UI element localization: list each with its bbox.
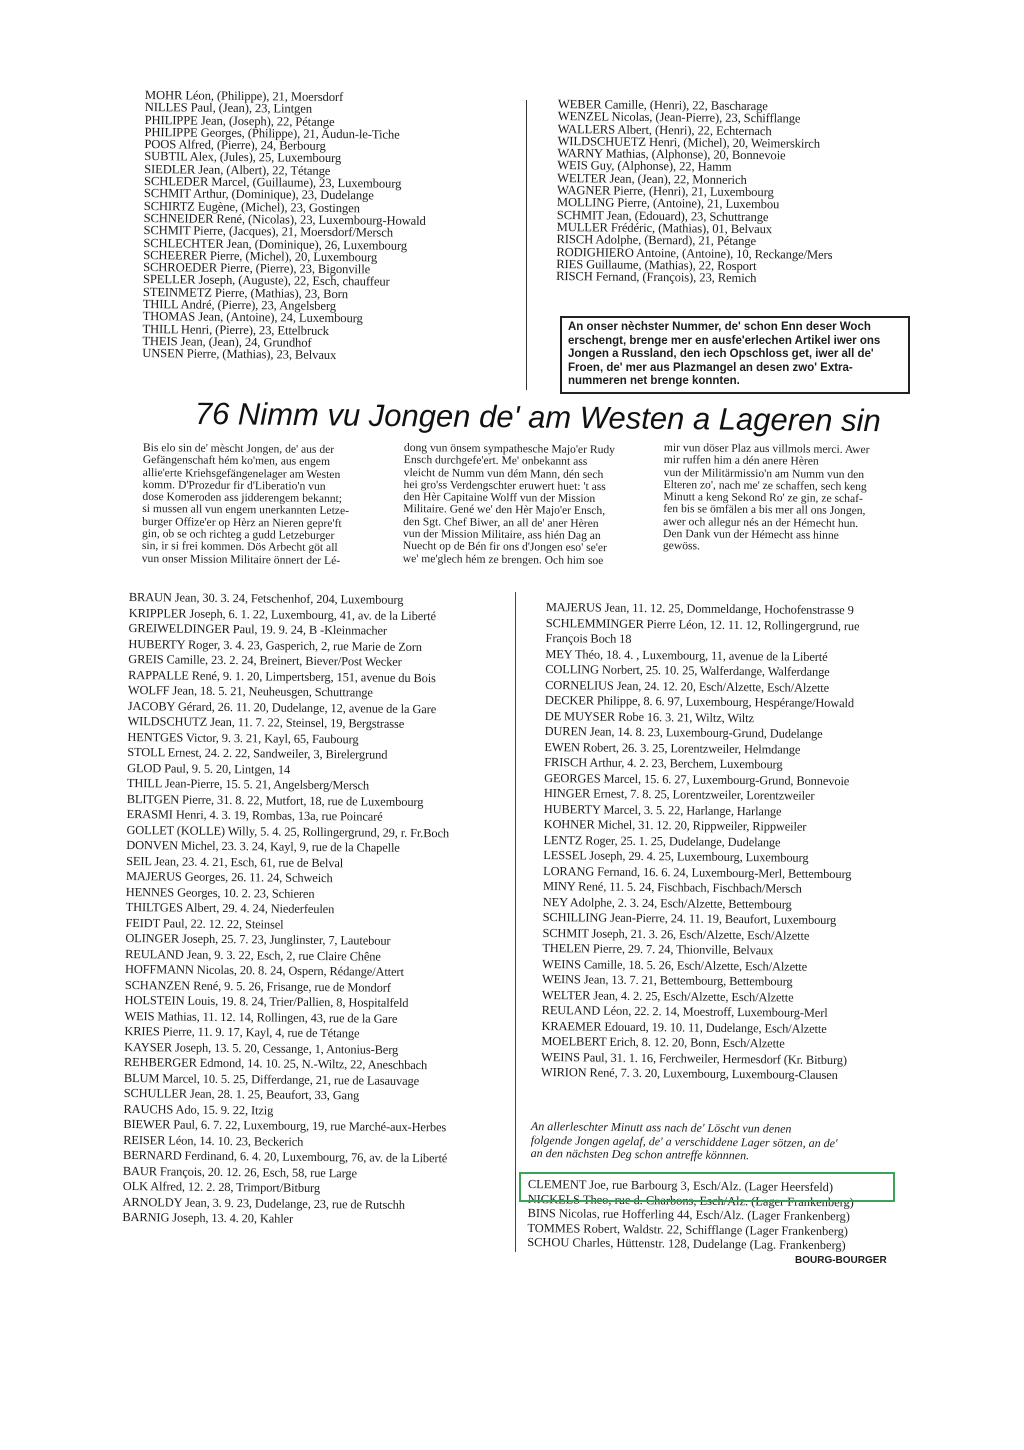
list-item: WEIS Mathias, 11. 12. 14, Rollingen, 43, rue de la Gare — [124, 1008, 398, 1026]
list-item: THEIS Jean, (Jean), 24, Grundhof — [142, 333, 312, 350]
list-item: WARNY Mathias, (Alphonse), 20, Bonnevoie — [557, 146, 786, 163]
list-item: SCHNEIDER René, (Nicolas), 23, Luxembourg-Howald — [143, 210, 426, 228]
list-item: BAUR François, 20. 12. 26, Esch, 58, rue Large — [122, 1163, 357, 1180]
list-item: SEIL Jean, 23. 4. 21, Esch, 61, rue de Belval — [126, 853, 344, 870]
list-item: OLINGER Joseph, 25. 7. 23, Junglinster, 7, Lautebour — [125, 930, 391, 948]
intro-line: burger Offize'er op Hèrz an Nieren gepre'ft — [142, 514, 342, 530]
list-item: KRAEMER Edouard, 19. 10. 11, Dudelange, Esch/Alzette — [541, 1018, 827, 1036]
list-item: OLK Alfred, 12. 2. 28, Trimport/Bitburg — [122, 1178, 321, 1196]
list-item: SCHROEDER Pierre, (Pierre), 23, Bigonville — [143, 260, 371, 277]
list-item: WEBER Camille, (Henri), 22, Bascharage — [557, 97, 768, 114]
intro-line: mir ruffen him a dén anere Hèren — [663, 453, 819, 468]
note-line: An allerleschter Minutt ass nach de' Löscht vun denen — [530, 1119, 792, 1136]
list-item: REULAND Jean, 9. 3. 22, Esch, 2, rue Claire Chêne — [125, 946, 381, 964]
list-item: MAJERUS Jean, 11. 12. 25, Dommeldange, Hochofenstrasse 9 — [545, 600, 854, 618]
list-item: EWEN Robert, 26. 3. 25, Lorentzweiler, Helmdange — [544, 739, 801, 757]
list-item: SPELLER Joseph, (Auguste), 22, Esch, chauffeur — [142, 272, 390, 290]
notice-line: An onser nèchster Nummer, de' schon Enn deser Woch — [568, 321, 871, 333]
list-item: SCHMIT Arthur, (Dominique), 23, Dudelange — [143, 186, 374, 203]
list-item: SCHILLING Jean-Pierre, 24. 11. 19, Beaufort, Luxembourg — [542, 909, 837, 928]
list-item: THILL Henri, (Pierre), 23, Ettelbruck — [142, 321, 329, 338]
intro-line: mir vun döser Plaz aus villmols merci. Awer — [663, 441, 870, 457]
list-item: HUBERTY Marcel, 3. 5. 22, Harlange, Harlange — [543, 801, 782, 818]
list-item: GREIS Camille, 23. 2. 24, Breinert, Biever/Post Wecker — [128, 651, 402, 669]
list-item: POOS Alfred, (Pierre), 24, Berbourg — [144, 137, 326, 154]
list-item: STEINMETZ Pierre, (Mathias), 23, Born — [142, 284, 349, 301]
list-item: François Boch 18 — [545, 630, 632, 646]
list-item: TOMMES Robert, Waldstr. 22, Schifflange (Lager Frankenberg) — [527, 1220, 849, 1238]
intro-line: hei gro'ss Verdengschter eruwert huet: 't ass — [403, 477, 606, 494]
intro-line: vun der Mission Militaire, ass hién Dag an — [402, 527, 601, 543]
list-item: CORNELIUS Jean, 24. 12. 20, Esch/Alzette, Esch/Alzette — [545, 677, 830, 695]
list-item: NICKELS Theo, rue d. Charbons, Esch/Alz. (Lager Frankenberg) — [527, 1191, 854, 1209]
list-item: KRIES Pierre, 11. 9. 17, Kayl, 4, rue de Tétange — [124, 1023, 360, 1041]
list-item: SCHMIT Pierre, (Jacques), 21, Moersdorf/Mersch — [143, 223, 394, 240]
intro-line: we' me'glech hém ze brengen. Och him soe — [402, 551, 604, 567]
list-item: HUBERTY Roger, 3. 4. 23, Gasperich, 2, rue Marie de Zorn — [128, 636, 422, 654]
list-item: WENZEL Nicolas, (Jean-Pierre), 23, Schifflange — [557, 109, 801, 126]
list-item: GOLLET (KOLLE) Willy, 5. 4. 25, Rollingergrund, 29, r. Fr.Boch — [126, 822, 450, 840]
list-item: MOHR Léon, (Philippe), 21, Moersdorf — [144, 88, 344, 105]
list-item: SUBTIL Alex, (Jules), 25, Luxembourg — [144, 149, 342, 166]
list-item: NEY Adolphe, 2. 3. 24, Esch/Alzette, Bettembourg — [542, 894, 792, 912]
intro-line: si mussen all vun engem unerkannten Letze- — [142, 502, 350, 518]
list-item: BRAUN Jean, 30. 3. 24, Fetschenhof, 204, Luxembourg — [128, 590, 404, 607]
list-item: SIEDLER Jean, (Albert), 22, Tétange — [144, 161, 331, 178]
list-item: HENNES Georges, 10. 2. 23, Schieren — [125, 884, 315, 901]
list-item: FEIDT Paul, 22. 12. 22, Steinsel — [125, 915, 284, 932]
list-item: PHILIPPE Jean, (Joseph), 22, Pétange — [144, 112, 335, 129]
list-item: BERNARD Ferdinand, 6. 4. 20, Luxembourg, 76, av. de la Liberté — [123, 1147, 448, 1166]
list-item: WILDSCHUTZ Jean, 11. 7. 22, Steinsel, 19, Bergstrasse — [127, 713, 405, 731]
intro-line: Bis elo sin de' mèscht Jongen, de' aus der — [142, 441, 335, 457]
intro-line: dose Komeroden ass jidderengem bekannt; — [142, 490, 343, 506]
list-item: HINGER Ernest, 7. 8. 25, Lorentzweiler, Lorentzweiler — [543, 785, 815, 803]
list-item: REISER Léon, 14. 10. 23, Beckerich — [123, 1132, 304, 1149]
intro-column-2 — [403, 442, 649, 568]
bottom-left-name-list — [122, 590, 509, 1229]
list-item: WELTER Jean, (Jean), 22, Monnerich — [557, 170, 747, 187]
intro-line: gin, ob se och richteg a gudd Letzeburger — [141, 527, 335, 543]
list-item: BINS Nicolas, rue Hofferling 44, Esch/Alz. (Lager Frankenberg) — [527, 1205, 850, 1224]
list-item: WAGNER Pierre, (Henri), 21, Luxembourg — [556, 183, 774, 200]
list-item: CLEMENT Joe, rue Barbourg 3, Esch/Alz. (Lager Heersfeld) — [527, 1177, 834, 1195]
list-item: HOFFMANN Nicolas, 20. 8. 24, Ospern, Rédange/Attert — [124, 961, 404, 979]
intro-line: gewöss. — [662, 539, 701, 553]
intro-line: vun der Militärmissio'n am Numm vun den — [663, 465, 865, 481]
list-item: WALLERS Albert, (Henri), 22, Echternach — [557, 121, 772, 138]
list-item: KAYSER Joseph, 13. 5. 20, Cessange, 1, Antonius-Berg — [124, 1039, 399, 1057]
list-item: LESSEL Joseph, 29. 4. 25, Luxembourg, Luxembourg — [543, 847, 809, 865]
list-item: MULLER Frédéric, (Mathias), 01, Belvaux — [556, 219, 773, 237]
list-item: SCHOU Charles, Hüttenstr. 128, Dudelange (Lag. Frankenberg) — [527, 1234, 846, 1253]
list-item: WILDSCHUETZ Henri, (Michel), 20, Weimerskirch — [557, 133, 821, 151]
note-line: folgende Jongen agelaf, de' a verschiddene Lager sötzen, an de' — [530, 1132, 838, 1150]
intro-column-3 — [663, 442, 914, 555]
list-item: GREIWELDINGER Paul, 19. 9. 24, B -Kleinmacher — [128, 620, 388, 638]
list-item: THILL André, (Pierre), 23, Angelsberg — [142, 297, 337, 314]
list-item: MINY René, 11. 5. 24, Fischbach, Fischbach/Mersch — [542, 878, 802, 896]
intro-line: sin, ir si frei kommen. Dös Arbecht göt all — [141, 539, 338, 555]
list-item: DE MUYSER Robe 16. 3. 21, Wiltz, Wiltz — [544, 708, 755, 725]
list-item: SCHIRTZ Eugène, (Michel), 23, Gostingen — [143, 198, 360, 215]
list-item: WOLFF Jean, 18. 5. 21, Neuheusgen, Schuttrange — [127, 682, 373, 700]
list-item: LENTZ Roger, 25. 1. 25, Dudelange, Dudelange — [543, 832, 781, 849]
list-item: ERASMI Henri, 4. 3. 19, Rombas, 13a, rue Poincaré — [126, 806, 383, 824]
list-item: THILTGES Albert, 29. 4. 24, Niederfeulen — [125, 899, 335, 917]
notice-box — [560, 316, 910, 394]
list-item: THILL Jean-Pierre, 15. 5. 21, Angelsberg/Mersch — [126, 775, 370, 793]
intro-line: vleicht de Numm vun dém Mann, dén sech — [403, 465, 604, 481]
list-item: SCHLEDER Marcel, (Guillaume), 23, Luxembourg — [143, 174, 402, 191]
list-item: DUREN Jean, 14. 8. 23, Luxembourg-Grund, Dudelange — [544, 723, 823, 741]
list-item: SCHANZEN René, 9. 5. 26, Frisange, rue de Mondorf — [124, 977, 391, 995]
note-line: an den nächsten Deg schon antreffe könnnen. — [530, 1145, 750, 1163]
list-item: BIEWER Paul, 6. 7. 22, Luxembourg, 19, rue Marché-aux-Herbes — [123, 1116, 447, 1135]
list-item: FRISCH Arthur, 4. 2. 23, Berchem, Luxembourg — [544, 754, 783, 772]
notice-line: Jongen a Russland, den iech Opschloss get, iwer all de' — [568, 348, 874, 361]
intro-line: den Sgt. Chef Biwer, an all de' aner Hèren — [403, 514, 599, 530]
intro-line: Minutt a keng Sekond Ro' ze gin, ze schaf- — [663, 490, 863, 506]
list-item: UNSEN Pierre, (Mathias), 23, Belvaux — [142, 346, 337, 363]
list-item: SCHMIT Joseph, 21. 3. 26, Esch/Alzette, Esch/Alzette — [542, 925, 810, 943]
list-item: WIRION René, 7. 3. 20, Luxembourg, Luxembourg-Clausen — [540, 1064, 838, 1083]
top-right-name-list — [556, 98, 898, 286]
intro-column-1 — [142, 442, 388, 568]
late-arrivals-note — [531, 1120, 891, 1164]
list-item: RODIGHIERO Antoine, (Antoine), 10, Reckange/Mers — [556, 244, 833, 262]
highlight-box — [519, 1172, 895, 1202]
list-item: SCHLEMMINGER Pierre Léon, 12. 11. 12, Rollingergrund, rue — [545, 615, 860, 633]
intro-line: Gefängenschaft hém ko'men, aus engem — [142, 453, 331, 469]
list-item: WEIS Guy, (Alphonse), 22, Hamm — [557, 158, 732, 175]
list-item: SCHULLER Jean, 28. 1. 25, Beaufort, 33, Gang — [123, 1085, 360, 1103]
list-item: REULAND Léon, 22. 2. 14, Moestroff, Luxembourg-Merl — [541, 1002, 828, 1020]
list-item: STOLL Ernest, 24. 2. 22, Sandweiler, 3, Birelergrund — [127, 744, 388, 762]
intro-line: Nuecht op de Bén fir ons d'Jongen eso' se'er — [402, 539, 607, 555]
list-item: WEINS Camille, 18. 5. 26, Esch/Alzette, Esch/Alzette — [542, 956, 808, 974]
list-item: BLUM Marcel, 10. 5. 25, Differdange, 21, rue de Lasauvage — [123, 1070, 420, 1088]
notice-line: nummeren net brenge konnten. — [568, 375, 740, 388]
intro-line: fen bis se ömfälen a bis mer all ons Jongen, — [663, 502, 866, 518]
list-item: RIES Guillaume, (Mathias), 22, Rosport — [556, 256, 757, 273]
list-item: ARNOLDY Jean, 3. 9. 23, Dudelange, 23, rue de Rutschh — [122, 1194, 405, 1212]
headline: 76 Nimm vu Jongen de' am Westen a Lageren sin — [194, 396, 881, 439]
intro-line: Elteren zo', nach me' ze schaffen, sech keng — [663, 477, 867, 494]
top-left-name-list — [142, 89, 515, 363]
list-item: RAPPALLE René, 9. 1. 20, Limpertsberg, 151, avenue du Bois — [128, 667, 436, 685]
list-item: KRIPPLER Joseph, 6. 1. 22, Luxembourg, 41, av. de la Liberté — [128, 605, 436, 623]
column-divider-bottom — [515, 592, 516, 1252]
list-item: PHILIPPE Georges, (Philippe), 21, Audun-le-Tiche — [144, 124, 400, 142]
intro-line: allie'erte Kriehsgefängenelager am Westen — [142, 465, 341, 481]
list-item: DECKER Philippe, 8. 6. 97, Luxembourg, Hespérange/Howald — [544, 692, 855, 711]
column-divider-top — [526, 100, 527, 390]
intro-line: komm. D'Prozedur fir d'Liberatio'n vun — [142, 477, 326, 493]
list-item: GEORGES Marcel, 15. 6. 27, Luxembourg-Grund, Bonnevoie — [544, 770, 850, 788]
intro-line: den Hèr Capitaine Wolff vun der Mission — [403, 490, 596, 506]
intro-line: dong vun önsem sympathesche Majo'er Rudy — [403, 441, 616, 457]
list-item: HENTGES Victor, 9. 3. 21, Kayl, 65, Faubourg — [127, 729, 359, 746]
notice-line: Froen, de' mer aus Plazmangel an desen zwo' Extra- — [568, 361, 853, 374]
list-item: RAUCHS Ado, 15. 9. 22, Itzig — [123, 1101, 274, 1118]
list-item: MAJERUS Georges, 26. 11. 24, Schweich — [125, 868, 333, 886]
bottom-right-name-list — [541, 600, 906, 1084]
notice-line: erschengt, brenge mer en ausfe'erlechen Artikel iwer ons — [568, 334, 881, 347]
list-item: MEY Théo, 18. 4. , Luxembourg, 11, avenue de la Liberté — [545, 646, 828, 664]
intro-line: Ensch durchgefe'ert. Me' onbekannt ass — [403, 453, 588, 469]
list-item: MOLLING Pierre, (Antoine), 21, Luxembou — [556, 195, 780, 212]
list-item: REHBERGER Edmond, 14. 10. 25, N.-Wiltz, 22, Aneschbach — [123, 1054, 428, 1073]
list-item: SCHLECHTER Jean, (Dominique), 26, Luxembourg — [143, 235, 408, 253]
intro-line: vun onser Mission Militaire önnert der Lé- — [141, 551, 341, 567]
list-item: NILLES Paul, (Jean), 23, Lintgen — [144, 100, 313, 117]
intro-line: Militaire. Gené we' den Hèr Majo'er Ensch, — [403, 502, 606, 518]
list-item: THELEN Pierre, 29. 7. 24, Thionville, Belvaux — [542, 940, 774, 958]
list-item: WEINS Paul, 31. 1. 16, Ferchweiler, Hermesdorf (Kr. Bitburg) — [541, 1049, 848, 1067]
list-item: BARNIG Joseph, 13. 4. 20, Kahler — [122, 1209, 294, 1226]
list-item: DONVEN Michel, 23. 3. 24, Kayl, 9, rue de la Chapelle — [126, 837, 400, 855]
list-item: WEINS Jean, 13. 7. 21, Bettembourg, Bettembourg — [541, 971, 793, 989]
list-item: RISCH Fernand, (François), 23, Remich — [556, 269, 757, 286]
intro-line: awer och allegur nés an der Hémecht hun. — [663, 514, 859, 530]
list-item: HOLSTEIN Louis, 19. 8. 24, Trier/Pallien, 8, Hospitalfeld — [124, 992, 409, 1010]
list-item: GLOD Paul, 9. 5. 20, Lintgen, 14 — [127, 760, 291, 777]
list-item: LORANG Fernand, 16. 6. 24, Luxembourg-Merl, Bettembourg — [543, 863, 852, 881]
intro-line: Den Dank vun der Hémecht ass hinne — [662, 527, 839, 542]
list-item: THOMAS Jean, (Antoine), 24, Luxembourg — [142, 309, 363, 326]
list-item: KOHNER Michel, 31. 12. 20, Rippweiler, Rippweiler — [543, 816, 807, 834]
list-item: SCHEERER Pierre, (Michel), 20, Luxembourg — [143, 247, 378, 265]
list-item: BLITGEN Pierre, 31. 8. 22, Mutfort, 18, rue de Luxembourg — [126, 791, 424, 809]
list-item: SCHMIT Jean, (Edouard), 23, Schuttrange — [556, 207, 769, 224]
list-item: RISCH Adolphe, (Bernard), 21, Pétange — [556, 232, 757, 249]
signature: BOURG-BOURGER — [795, 1255, 887, 1266]
list-item: WELTER Jean, 4. 2. 25, Esch/Alzette, Esch/Alzette — [541, 987, 794, 1005]
list-item: JACOBY Gérard, 26. 11. 20, Dudelange, 12, avenue de la Gare — [127, 698, 437, 716]
list-item: MOELBERT Erich, 8. 12. 20, Bonn, Esch/Alzette — [541, 1033, 785, 1051]
list-item: COLLING Norbert, 25. 10. 25, Walferdange, Walferdange — [545, 661, 830, 679]
